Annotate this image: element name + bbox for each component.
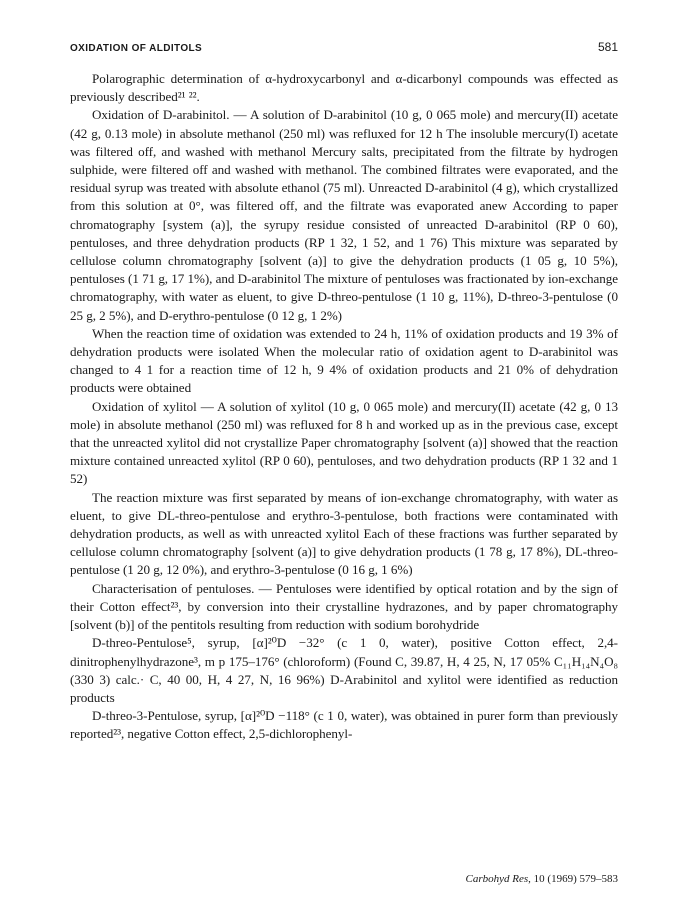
- paragraph-polarographic: Polarographic determination of α-hydroxycarbonyl and α-dicarbonyl compounds was effected as previously described²¹ ²².: [70, 71, 618, 105]
- paragraph-threo-pentulose: D-threo-Pentulose⁵, syrup, [α]²⁰D −32° (c 1 0, water), positive Cotton effect, 2,4-dinitrophenylhydrazone³, m p 175–176° (chloroform) (Found C, 39.87, H, 4 25, N, 17 05% C₁₁H₁₄N₄O₈ (330 3) calc.· C, 40 00, H, 4 27, N, 16 96%) D-Arabinitol and xylitol were identified as reduction products: [70, 635, 618, 705]
- paragraph-oxidation-xylitol: Oxidation of xylitol — A solution of xylitol (10 g, 0 065 mole) and mercury(II) acetate (42 g, 0 13 mole) in absolute methanol (250 ml) was refluxed for 8 h and worked up as in the previous case, except that the unreacted xylitol did not crystallize Paper chromatography [solvent (a)] showed that the reaction mixture contained unreacted xylitol (RP 0 60), pentuloses, and two dehydration products (RP 1 32 and 1 52): [70, 398, 618, 487]
- paragraph-oxidation-arabinitol: Oxidation of D-arabinitol. — A solution of D-arabinitol (10 g, 0 065 mole) and mercury(II) acetate (42 g, 0.13 mole) in absolute methanol (250 ml) was refluxed for 12 h The insoluble mercury(I) acetate was filtered off, and washed with methanol Mercury salts, precipitated from the filtrate by hydrogen sulphide, were filtered off and washed with methanol. The combined filtrates were evaporated, and the residual syrup was treated with absolute ethanol (75 ml). Unreacted D-arabinitol (4 g), which crystallized from this solution at 0°, was filtered off, and the filtrate was evaporated anew According to paper chromatography [system (a)], the syrupy residue consisted of unreacted D-arabinitol (RP 0 60), pentuloses, and three dehydration products (RP 1 32, 1 52, and 1 76) This mixture was separated by cellulose column chromatography [solvent (a)] to give the dehydration products (1 05 g, 10 5%), pentuloses (1 71 g, 17 1%), and D-arabinitol The mixture of pentuloses was fractionated by ion-exchange chromatography, with water as eluent, to give D-threo-pentulose (1 10 g, 11%), D-threo-3-pentulose (0 25 g, 2 5%), and D-erythro-pentulose (0 12 g, 1 2%): [70, 107, 618, 323]
- paragraph-ion-exchange: The reaction mixture was first separated by means of ion-exchange chromatography, with water as eluent, to give DL-threo-pentulose and erythro-3-pentulose, both fractions were contaminated with dehydration products, as well as with unreacted xylitol Each of these fractions was further separated by cellulose column chromatography [solvent (a)] to give dehydration products (1 78 g, 17 8%), DL-threo-pentulose (1 20 g, 12 0%), and erythro-3-pentulose (0 16 g, 1 6%): [70, 489, 618, 578]
- paragraph-reaction-time: When the reaction time of oxidation was extended to 24 h, 11% of oxidation products and 19 3% of dehydration products were isolated When the molecular ratio of oxidation agent to D-arabinitol was changed to 4 1 for a reaction time of 12 h, 9 4% of oxidation products and 21 0% of dehydration products were obtained: [70, 325, 618, 396]
- page-footer: [466, 873, 618, 885]
- page-number: 581: [597, 40, 618, 54]
- journal-citation: , 10 (1969) 579–583: [528, 873, 618, 885]
- paragraph-threo-3-pentulose: D-threo-3-Pentulose, syrup, [α]²⁰D −118° (c 1 0, water), was obtained in purer form than previously reported²³, negative Cotton effect, 2,5-dichlorophenyl-: [70, 708, 618, 742]
- journal-name: Carbohyd Res: [465, 873, 529, 885]
- body-text: [70, 70, 618, 744]
- paragraph-characterisation: Characterisation of pentuloses. — Pentuloses were identified by optical rotation and by the sign of their Cotton effect²³, by conversion into their crystalline hydrazones, and by paper chromatography [solvent (b)] of the pentitols resulting from reduction with sodium borohydride: [70, 580, 618, 633]
- page-header: [70, 40, 618, 62]
- running-head: OXIDATION OF ALDITOLS: [70, 43, 203, 54]
